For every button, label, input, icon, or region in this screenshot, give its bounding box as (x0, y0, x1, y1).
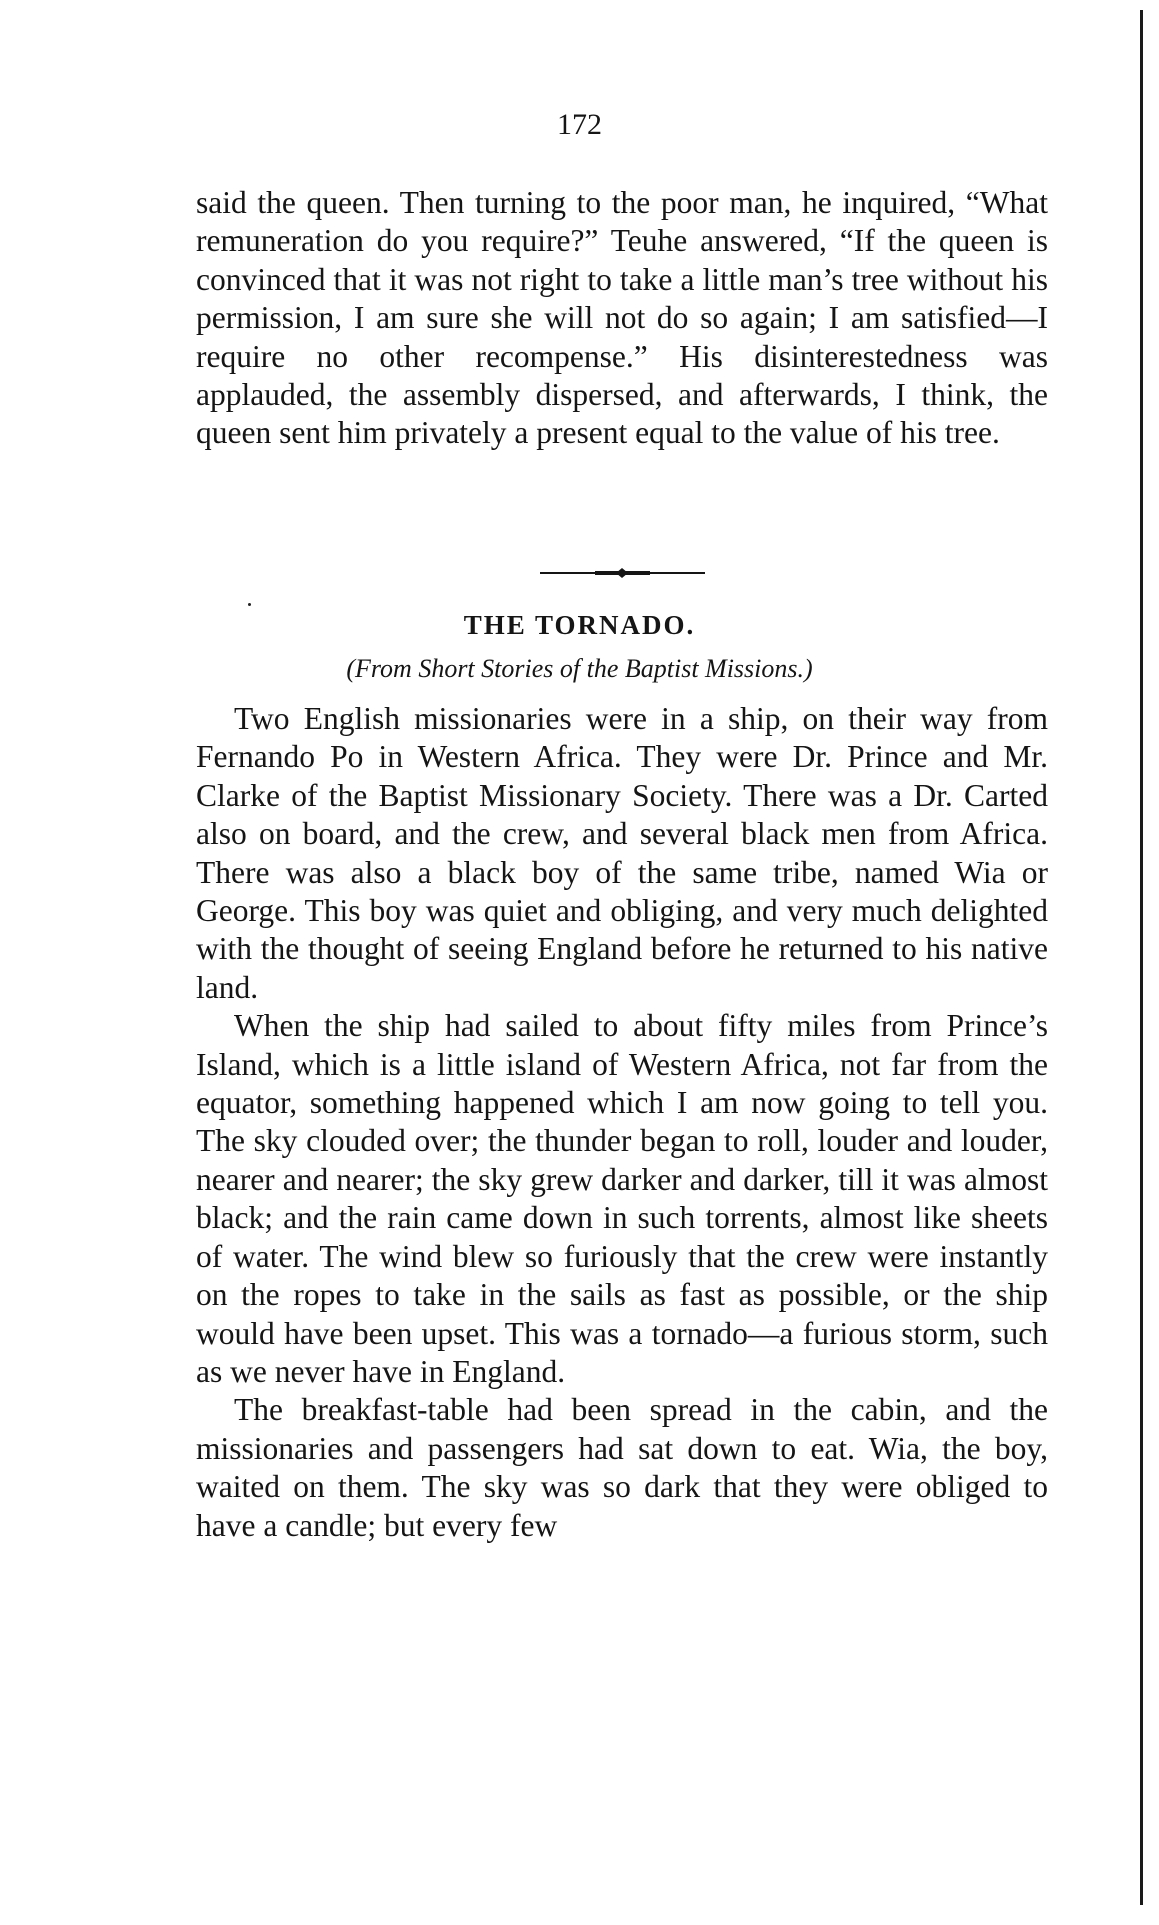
section-divider-ornament (540, 567, 705, 579)
story-body (196, 700, 1048, 1545)
page-edge-line (1140, 10, 1143, 1905)
section-title: THE TORNADO. (463, 610, 696, 640)
paragraph-text: said the queen. Then turning to the poor man, he inquired, “What remuneration do you require?” Teuhe answered, “If the queen is convinced that it was not right to take a little man’s tree without his permission, I am sure she will not do so again; I am satisfied—I require no other recompense.” His disinterestedness was applauded, the assembly dispersed, and afterwards, I think, the queen sent him privately a present equal to the value of his tree. (196, 185, 1048, 451)
story-paragraph-2: When the ship had sailed to about fifty miles from Prince’s Island, which is a little island of Western Africa, not far from the equator, something happened which I am now going to tell you. The sky clouded over; the thunder began to roll, louder and louder, nearer and nearer; the sky grew darker and darker, till it was almost black; and the rain came down in such torrents, almost like sheets of water. The wind blew so furiously that the crew were instantly on the ropes to take in the sails as fast as possible, or the ship would have been upset. This was a tornado—a furious storm, such as we never have in England. (196, 1008, 1048, 1389)
ink-speck (248, 603, 251, 606)
page-number: 172 (557, 108, 602, 141)
story-paragraph-3: The breakfast-table had been spread in the cabin, and the missionaries and passengers had sat down to eat. Wia, the boy, waited on them. The sky was so dark that they were obliged to have a candle; but every few (196, 1392, 1048, 1543)
story-paragraph-1: Two English missionaries were in a ship, on their way from Fernando Po in Western Africa. They were Dr. Prince and Mr. Clarke of the Baptist Missionary Society. There was a Dr. Carted also on board, and the crew, and several black men from Africa. There was also a black boy of the same tribe, named Wia or George. This boy was quiet and obliging, and very much delighted with the thought of seeing England before he returned to his native land. (196, 701, 1048, 1005)
section-source: (From Short Stories of the Baptist Missions.) (346, 654, 813, 683)
continued-paragraph (196, 184, 1048, 453)
